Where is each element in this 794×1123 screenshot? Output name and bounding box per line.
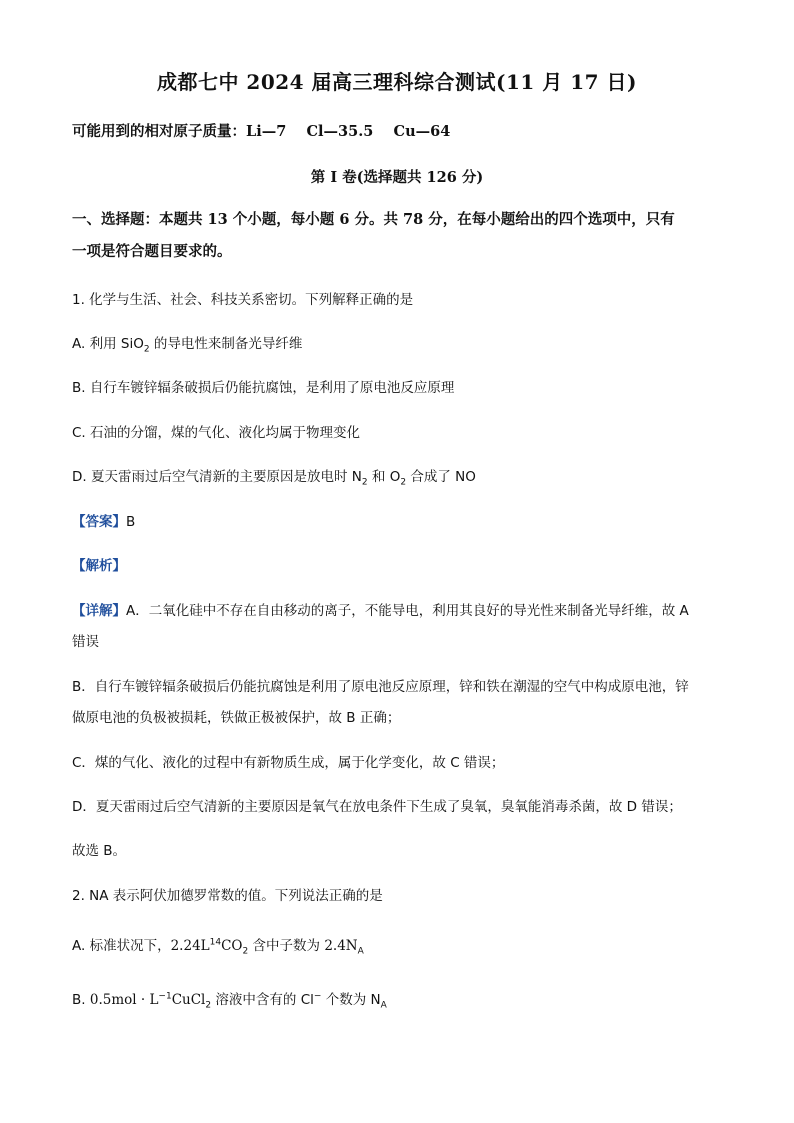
q1-detail-a-line2: 错误: [72, 634, 99, 650]
analysis-tag: 【解析】: [72, 558, 126, 574]
q1-option-d-post: 合成了 NO: [406, 469, 476, 485]
instructions-line-1: 一、选择题：本题共 13 个小题，每小题 6 分。共 78 分，在每小题给出的四个选项中，只有: [72, 211, 675, 228]
q2-option-b-mid: 溶液中含有的 Cl: [211, 992, 314, 1008]
q1-option-d-pre: D. 夏天雷雨过后空气清新的主要原因是放电时 N: [72, 469, 362, 485]
q1-conclusion: 故选 B。: [72, 843, 127, 859]
q1-analysis: [72, 554, 126, 574]
q2-option-a-sub2: A: [357, 946, 364, 957]
q1-answer: [72, 510, 135, 530]
q2-option-a-sup: 14: [209, 937, 222, 948]
q2-option-b-post: 个数为 N: [321, 992, 381, 1008]
detail-a-text: A．二氧化硅中不存在自由移动的离子，不能导电，利用其良好的导光性来制备光导纤维，故 A: [126, 603, 689, 619]
q2-option-a: [72, 934, 364, 957]
instructions-line-2: 一项是符合题目要求的。: [72, 243, 232, 260]
q1-option-d-sub1: 2: [361, 477, 368, 488]
q1-stem: 1. 化学与生活、社会、科技关系密切。下列解释正确的是: [72, 292, 414, 308]
q1-option-b: B. 自行车镀锌辐条破损后仍能抗腐蚀，是利用了原电池反应原理: [72, 380, 455, 396]
q2-option-b-pre: B.: [72, 992, 90, 1008]
q1-detail-c: C．煤的气化、液化的过程中有新物质生成，属于化学变化，故 C 错误；: [72, 755, 505, 771]
q2-option-a-sub: 2: [242, 946, 249, 957]
q1-detail-b-line2: 做原电池的负极被损耗，铁做正极被保护，故 B 正确；: [72, 710, 401, 726]
q2-option-b-sub2: A: [380, 1000, 387, 1011]
q1-option-d-sub2: 2: [400, 477, 407, 488]
q1-option-d: [72, 465, 476, 488]
q2-option-a-pre: A. 标准状况下，: [72, 938, 171, 954]
q2-option-b: [72, 988, 387, 1011]
q1-option-a-sub: 2: [143, 344, 150, 355]
section-title: 第 I 卷(选择题共 126 分): [310, 169, 484, 186]
q2-option-b-math2: CuCl: [171, 992, 206, 1008]
q2-option-a-mid: 含中子数为: [248, 938, 325, 954]
q2-option-b-math1: 0.5mol · L: [89, 992, 159, 1008]
q1-option-a-post: 的导电性来制备光导纤维: [149, 336, 303, 352]
answer-tag: 【答案】: [72, 514, 126, 530]
q2-option-b-sub: 2: [205, 1000, 212, 1011]
detail-tag: 【详解】: [72, 603, 126, 619]
answer-value: B: [126, 514, 136, 530]
q1-detail-d: D．夏天雷雨过后空气清新的主要原因是氧气在放电条件下生成了臭氧，臭氧能消毒杀菌，故 D 错误；: [72, 799, 682, 815]
q2-option-a-math1: 2.24L: [170, 938, 210, 954]
exam-title: 成都七中 2024 届高三理科综合测试(11 月 17 日): [156, 70, 638, 94]
q1-detail-b-line1: B．自行车镀锌辐条破损后仍能抗腐蚀是利用了原电池反应原理，锌和铁在潮湿的空气中构成原电池，锌: [72, 679, 689, 695]
q2-stem: 2. NA 表示阿伏加德罗常数的值。下列说法正确的是: [72, 888, 383, 904]
q2-option-b-sup: −1: [158, 991, 172, 1002]
atomic-mass-note: 可能用到的相对原子质量：Li—7 Cl—35.5 Cu—64: [72, 123, 451, 140]
q1-option-a: [72, 332, 302, 355]
q1-option-a-pre: A. 利用 SiO: [72, 336, 144, 352]
q2-option-a-math3: 2.4N: [324, 938, 358, 954]
q1-option-c: C. 石油的分馏，煤的气化、液化均属于物理变化: [72, 425, 361, 441]
q1-option-d-mid: 和 O: [367, 469, 401, 485]
q2-option-a-math2: CO: [221, 938, 243, 954]
q1-detail-a-line1: [72, 599, 689, 619]
instructions: [72, 204, 722, 268]
q2-option-b-sup2: −: [313, 991, 322, 1002]
